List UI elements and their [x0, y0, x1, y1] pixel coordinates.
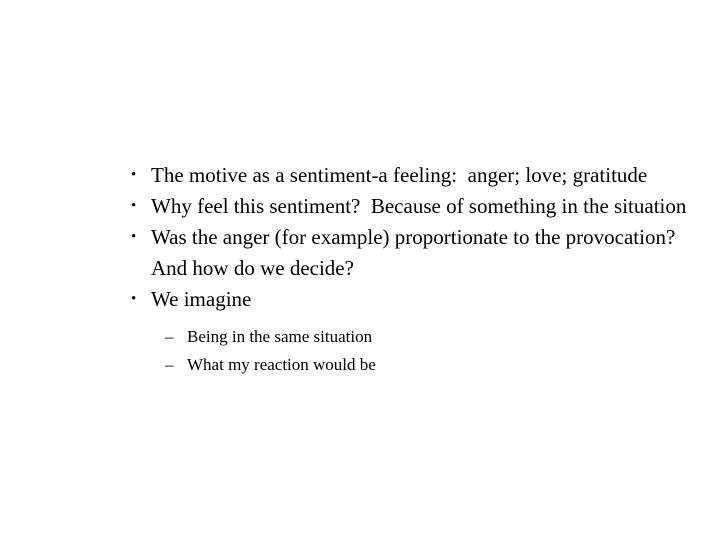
bullet-item	[131, 160, 691, 191]
bullet-text: Why feel this sentiment? Because of something in the situation	[151, 194, 687, 218]
bullet-item	[131, 222, 691, 284]
sub-bullet-text: What my reaction would be	[187, 355, 376, 374]
bullet-item	[131, 284, 691, 315]
bullet-marker: •	[131, 291, 137, 307]
bullet-marker: •	[131, 198, 137, 214]
bullet-text: We imagine	[151, 287, 252, 311]
bullet-item	[131, 191, 691, 222]
dash-marker: –	[165, 355, 174, 374]
bullet-text: Was the anger (for example) proportionate to the provocation? And how do we decide?	[151, 225, 685, 280]
bullet-marker: •	[131, 167, 137, 183]
slide-body	[131, 160, 691, 379]
bullet-marker: •	[131, 229, 137, 245]
sub-bullet-item	[131, 351, 691, 379]
sub-bullet-text: Being in the same situation	[187, 327, 373, 346]
sub-bullet-list	[131, 323, 691, 379]
dash-marker: –	[165, 327, 174, 346]
sub-bullet-item	[131, 323, 691, 351]
bullet-text: The motive as a sentiment-a feeling: anger; love; gratitude	[151, 163, 648, 187]
